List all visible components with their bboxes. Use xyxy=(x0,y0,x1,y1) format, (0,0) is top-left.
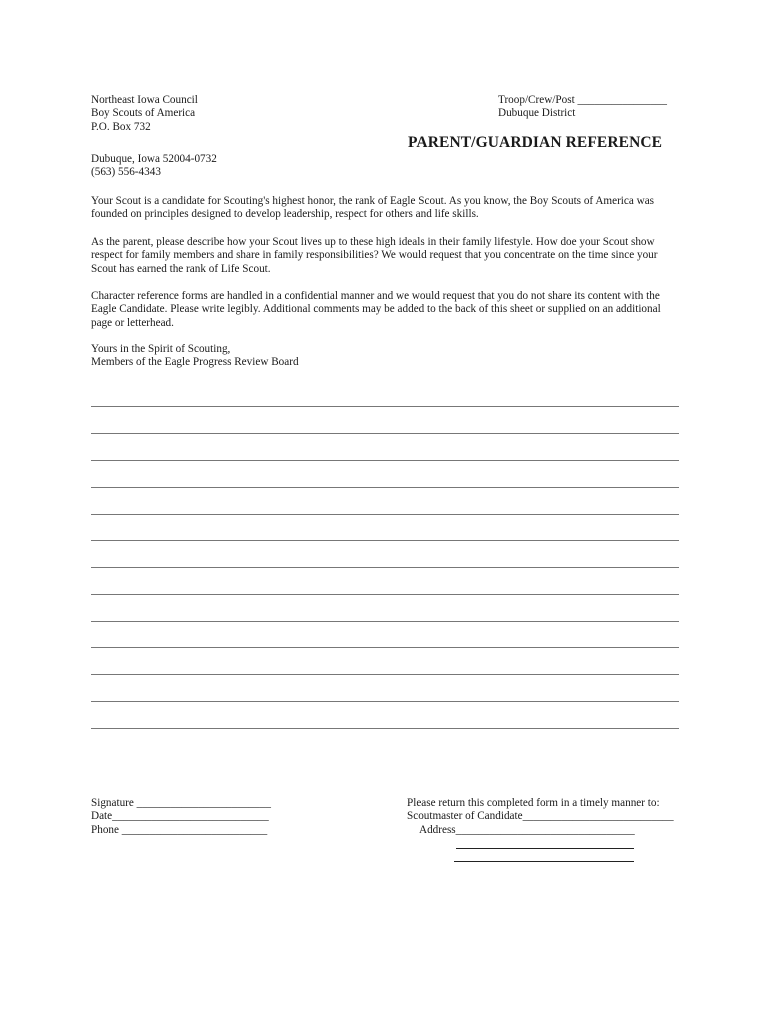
troop-field[interactable]: Troop/Crew/Post ________________ xyxy=(498,94,667,106)
closing-salutation: Yours in the Spirit of Scouting, xyxy=(91,343,231,355)
phone-field[interactable]: Phone __________________________ xyxy=(91,823,268,836)
district-name: Dubuque District xyxy=(498,107,576,120)
comment-line[interactable] xyxy=(91,701,679,702)
address-field[interactable]: Address________________________________ xyxy=(419,823,635,836)
organization-name: Boy Scouts of America xyxy=(91,107,196,120)
paragraph-line: page or letterhead. xyxy=(91,316,174,329)
troop-district-block xyxy=(498,94,667,121)
po-box: P.O. Box 732 xyxy=(91,120,151,133)
intro-paragraph xyxy=(91,195,681,222)
comment-line[interactable] xyxy=(91,540,679,541)
comment-line[interactable] xyxy=(91,674,679,675)
paragraph-line: Your Scout is a candidate for Scouting's highest honor, the rank of Eagle Scout. As you know, the Boy Scouts of America was xyxy=(91,195,655,207)
comment-line[interactable] xyxy=(91,514,679,515)
paragraph-line: respect for family members and share in family responsibilities? We would request that you concentrate on the time since your xyxy=(91,249,658,262)
form-title: PARENT/GUARDIAN REFERENCE xyxy=(408,134,663,151)
paragraph-line: Eagle Candidate. Please write legibly. Additional comments may be added to the back of this sheet or supplied on an additional xyxy=(91,303,661,316)
comment-line[interactable] xyxy=(91,406,679,407)
council-phone: (563) 556-4343 xyxy=(91,166,161,179)
return-instruction: Please return this completed form in a timely manner to: xyxy=(407,797,660,809)
closing-signatory: Members of the Eagle Progress Review Board xyxy=(91,356,299,369)
comment-line[interactable] xyxy=(91,433,679,434)
comment-line[interactable] xyxy=(91,487,679,488)
paragraph-line: Scout has earned the rank of Life Scout. xyxy=(91,262,271,275)
scoutmaster-field[interactable]: Scoutmaster of Candidate___________________________ xyxy=(407,810,674,823)
comment-line[interactable] xyxy=(91,621,679,622)
council-city: Dubuque, Iowa 52004-0732 xyxy=(91,153,217,165)
paragraph-line: founded on principles designed to develop leadership, respect for others and life skills. xyxy=(91,208,479,221)
address-line-2[interactable] xyxy=(456,848,634,849)
comment-line[interactable] xyxy=(91,728,679,729)
comment-line[interactable] xyxy=(91,567,679,568)
address-line-3[interactable] xyxy=(454,861,634,862)
paragraph-line: Character reference forms are handled in a confidential manner and we would request that you do not share its content with the xyxy=(91,290,660,302)
confidentiality-paragraph xyxy=(91,290,681,330)
comment-line[interactable] xyxy=(91,647,679,648)
council-name: Northeast Iowa Council xyxy=(91,94,198,106)
comment-line[interactable] xyxy=(91,460,679,461)
council-address xyxy=(91,94,198,134)
council-contact xyxy=(91,153,217,180)
signature-field[interactable]: Signature ________________________ xyxy=(91,797,271,809)
paragraph-line: As the parent, please describe how your Scout lives up to these high ideals in their family lifestyle. How doe your Scout show xyxy=(91,236,655,248)
instructions-paragraph xyxy=(91,236,681,276)
comment-line[interactable] xyxy=(91,594,679,595)
signature-block xyxy=(91,797,271,837)
date-field[interactable]: Date____________________________ xyxy=(91,810,269,823)
return-block xyxy=(407,797,674,837)
closing-block xyxy=(91,343,681,370)
